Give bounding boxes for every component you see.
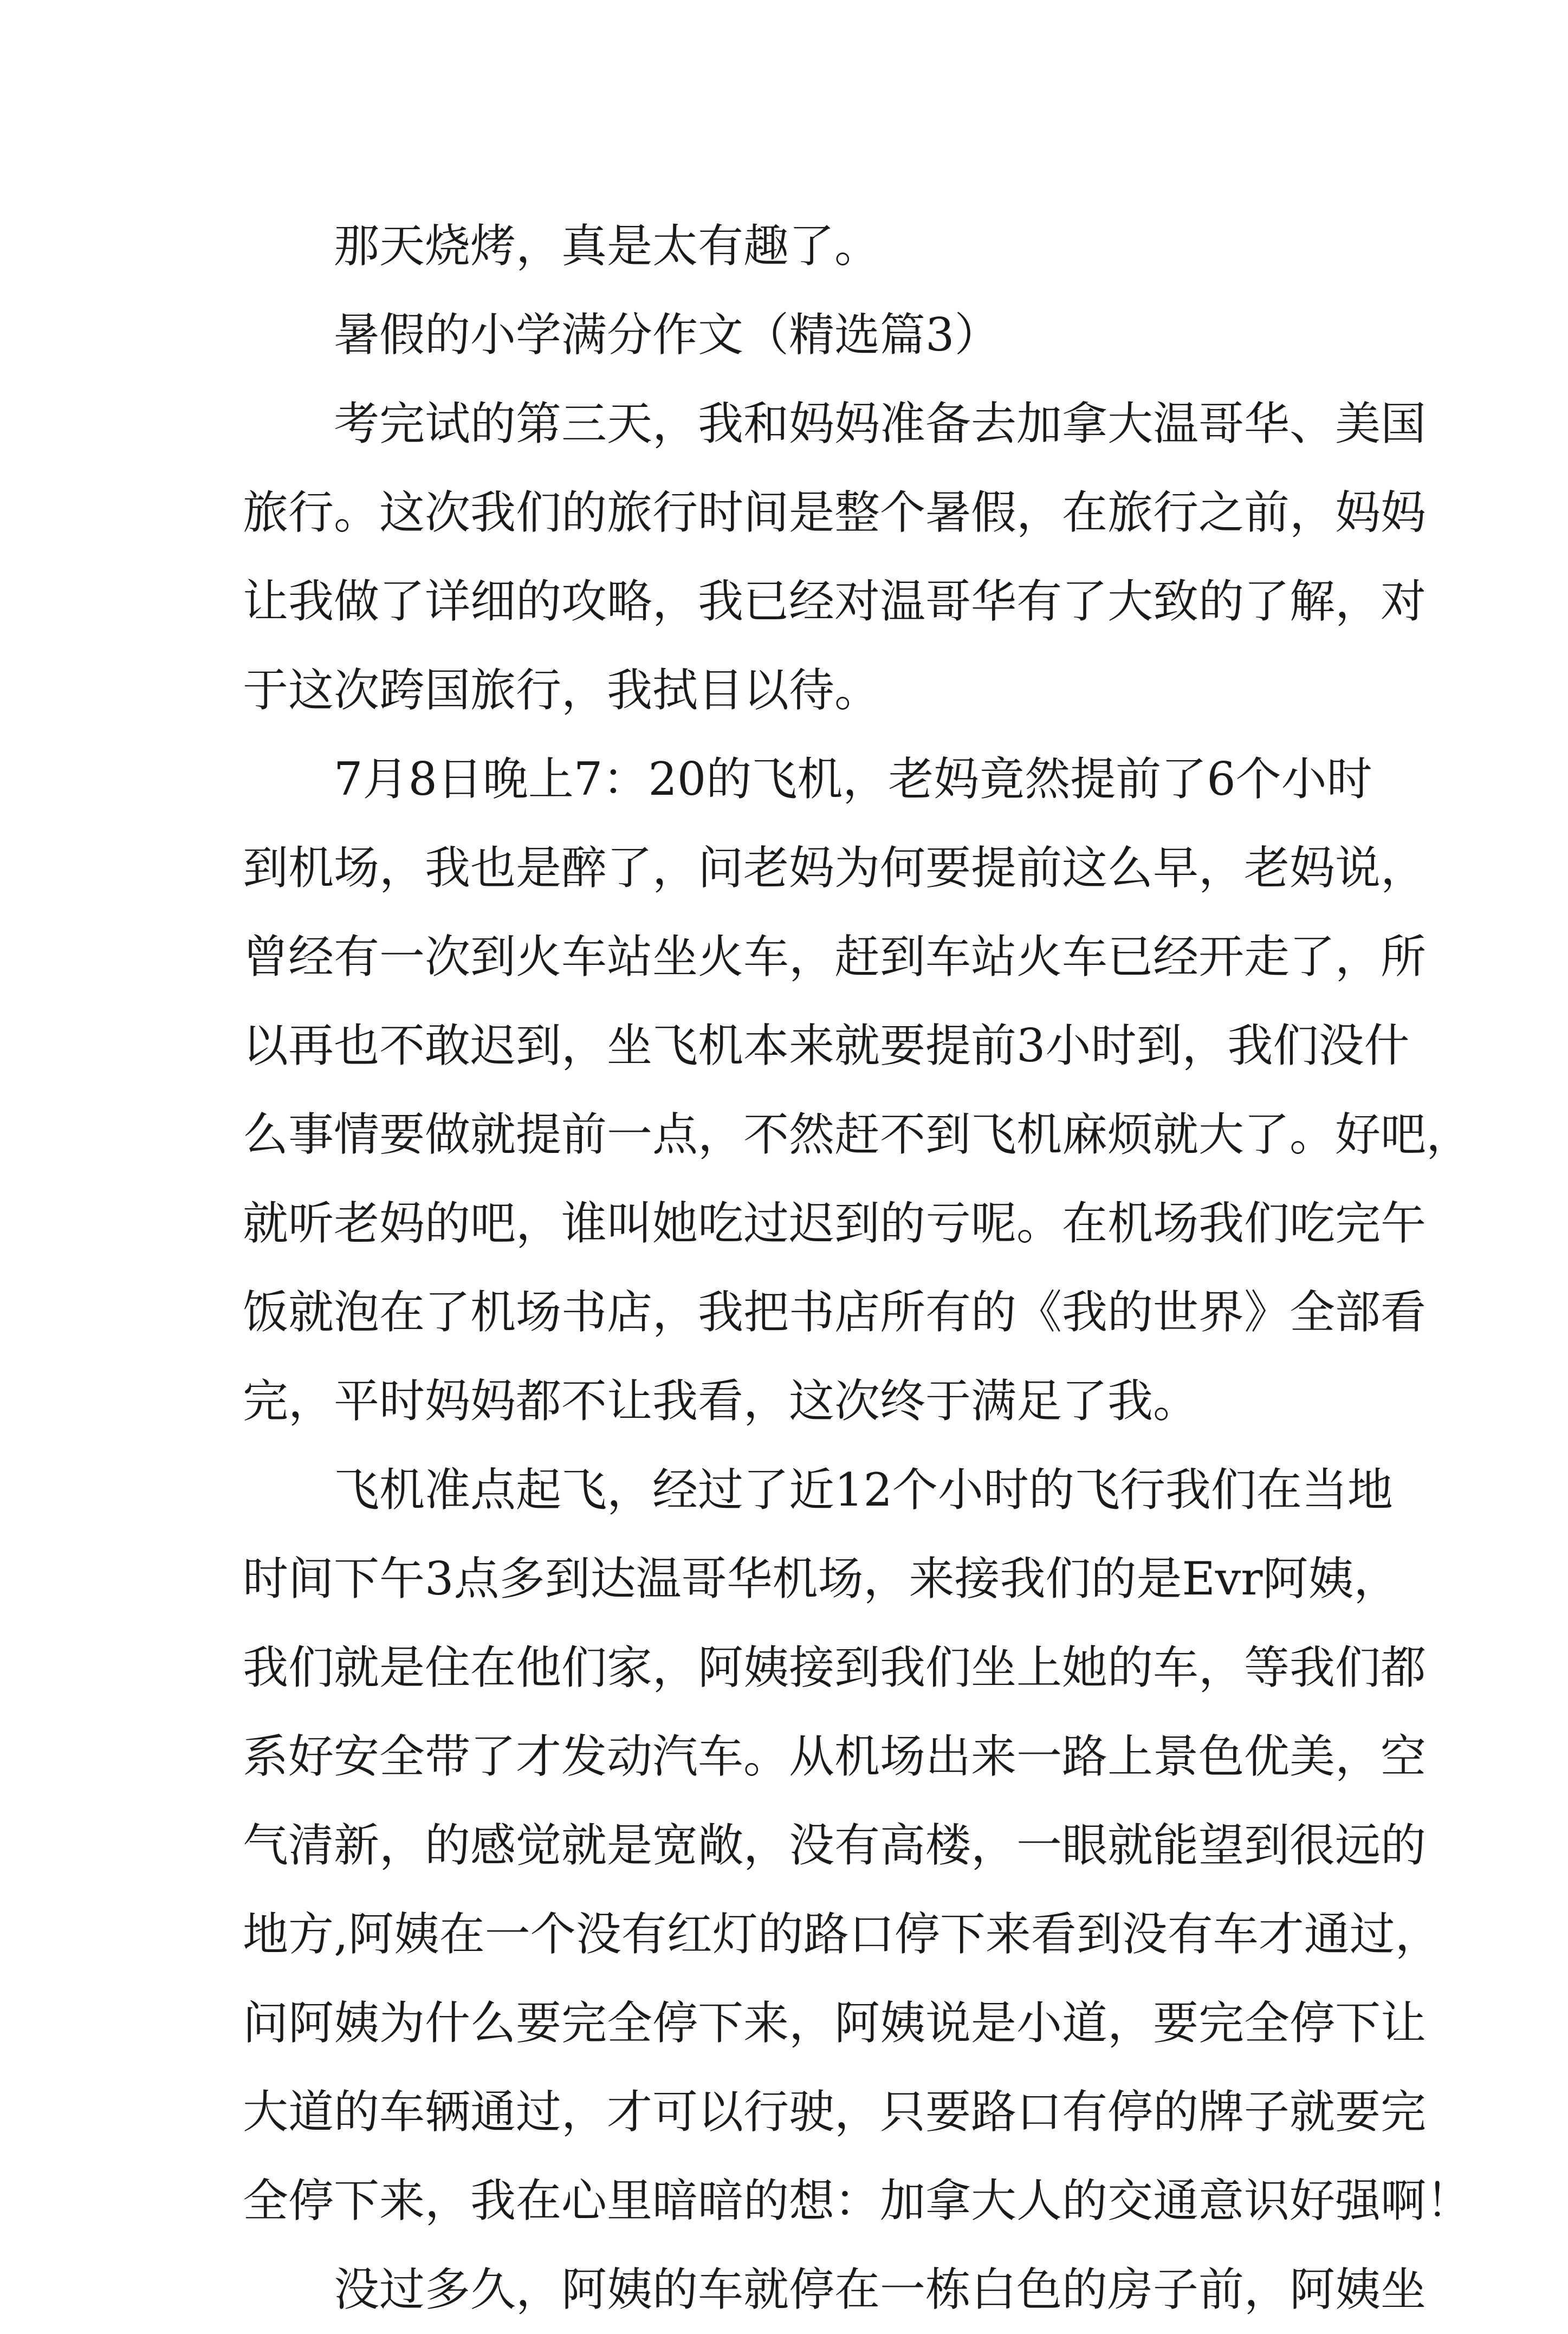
paragraph-line: 我们就是住在他们家，阿姨接到我们坐上她的车，等我们都 xyxy=(243,1641,1427,1694)
paragraph-line: 飞机准点起飞，经过了近12个小时的飞行我们在当地 xyxy=(334,1463,1393,1516)
paragraph-line: 地方,阿姨在一个没有红灯的路口停下来看到没有车才通过， xyxy=(243,1908,1441,1961)
paragraph-line: 让我做了详细的攻略，我已经对温哥华有了大致的了解，对 xyxy=(243,575,1427,628)
paragraph-line: 气清新，的感觉就是宽敞，没有高楼，一眼就能望到很远的 xyxy=(243,1819,1427,1872)
paragraph-line: 饭就泡在了机场书店，我把书店所有的《我的世界》全部看 xyxy=(243,1286,1427,1339)
paragraph-line: 旅行。这次我们的旅行时间是整个暑假，在旅行之前，妈妈 xyxy=(243,486,1427,539)
document-body xyxy=(243,202,1472,2334)
paragraph-line: 到机场，我也是醉了，问老妈为何要提前这么早，老妈说， xyxy=(243,841,1427,894)
paragraph-line: 么事情要做就提前一点，不然赶不到飞机麻烦就大了。好吧， xyxy=(243,1108,1472,1161)
paragraph-line: 那天烧烤，真是太有趣了。 xyxy=(334,219,880,273)
paragraph-line: 就听老妈的吧，谁叫她吃过迟到的亏呢。在机场我们吃完午 xyxy=(243,1197,1427,1250)
paragraph-line: 7月8日晚上7：20的飞机，老妈竟然提前了6个小时 xyxy=(334,753,1372,806)
paragraph-line: 完，平时妈妈都不让我看，这次终于满足了我。 xyxy=(243,1375,1199,1428)
paragraph-line: 全停下来，我在心里暗暗的想：加拿大人的交通意识好强啊！ xyxy=(243,2174,1472,2227)
paragraph-line: 系好安全带了才发动汽车。从机场出来一路上景色优美，空 xyxy=(243,1730,1427,1783)
section-heading: 暑假的小学满分作文（精选篇3） xyxy=(334,308,1000,361)
paragraph-line: 时间下午3点多到达温哥华机场，来接我们的是Evr阿姨， xyxy=(243,1552,1399,1605)
paragraph-line: 曾经有一次到火车站坐火车，赶到车站火车已经开走了，所 xyxy=(243,930,1427,983)
paragraph-line: 于这次跨国旅行，我拭目以待。 xyxy=(243,664,880,717)
paragraph-line: 以再也不敢迟到，坐飞机本来就要提前3小时到，我们没什 xyxy=(243,1019,1410,1072)
paragraph-line: 没过多久，阿姨的车就停在一栋白色的房子前，阿姨坐 xyxy=(334,2263,1427,2316)
paragraph-line: 考完试的第三天，我和妈妈准备去加拿大温哥华、美国 xyxy=(334,397,1427,450)
paragraph-line: 大道的车辆通过，才可以行驶，只要路口有停的牌子就要完 xyxy=(243,2085,1427,2138)
paragraph-line: 问阿姨为什么要完全停下来，阿姨说是小道，要完全停下让 xyxy=(243,1996,1427,2050)
